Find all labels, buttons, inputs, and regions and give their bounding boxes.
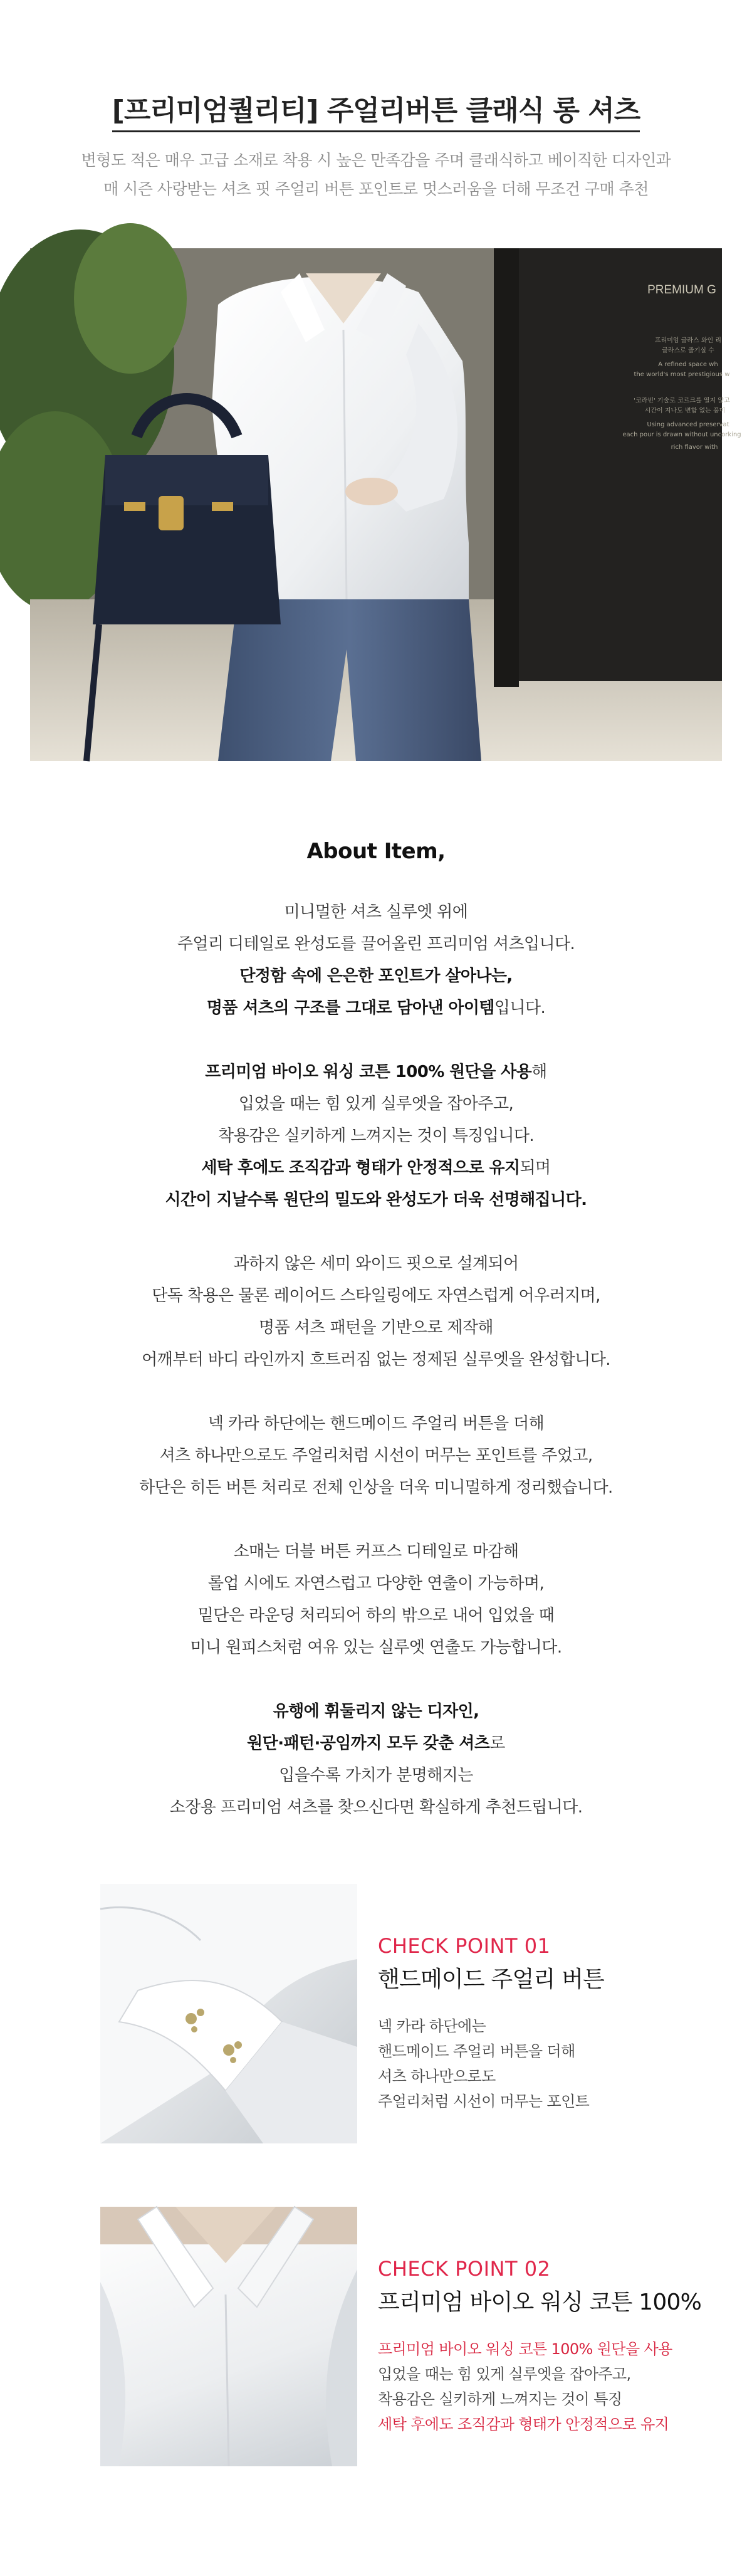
about-text: 미니멀한 셔츠 실루엣 위에 <box>284 903 468 922</box>
checkpoint-01-photo <box>100 1884 357 2143</box>
about-title: About Item, <box>306 839 446 864</box>
about-paragraph <box>0 1696 752 1824</box>
about-emphasis: 명품 셔츠의 구조를 그대로 담아낸 아이템 <box>206 999 494 1017</box>
about-text: 해 <box>531 1063 547 1081</box>
about-text: 단독 착용은 물론 레이어드 스타일링에도 자연스럽게 어우러지며, <box>152 1286 600 1305</box>
about-text: 입었을 때는 힘 있게 실루엣을 잡아주고, <box>238 1095 514 1113</box>
about-text: 넥 카라 하단에는 핸드메이드 주얼리 버튼을 더해 <box>207 1414 545 1433</box>
about-emphasis: 프리미엄 바이오 워싱 코튼 100% 원단을 사용 <box>205 1063 532 1081</box>
checkpoint-desc-line: 입었을 때는 힘 있게 실루엣을 잡아주고, <box>378 2365 631 2383</box>
sign-line: 프리미엄 글라스 와인 리 <box>654 337 722 344</box>
about-text: 소매는 더블 버튼 커프스 디테일로 마감해 <box>233 1542 519 1561</box>
about-line <box>0 928 752 960</box>
checkpoint-description <box>378 2014 604 2114</box>
sign-title: PREMIUM G <box>647 283 716 297</box>
about-line <box>0 1088 752 1120</box>
about-line <box>0 1280 752 1312</box>
sign-line: rich flavor with <box>671 444 718 451</box>
about-line <box>0 1056 752 1088</box>
product-subtitle <box>0 146 752 204</box>
checkpoint-label: CHECK POINT 02 <box>378 2257 551 2281</box>
sign-line: 글라스로 즐기실 수 <box>662 347 714 354</box>
about-text: 하단은 히든 버튼 처리로 전체 인상을 더욱 미니멀하게 정리했습니다. <box>139 1478 613 1497</box>
about-paragraph <box>0 896 752 1024</box>
jewelry-button-photo <box>100 1884 357 2143</box>
checkpoint-desc-line: 착용감은 실키하게 느껴지는 것이 특징 <box>378 2390 622 2408</box>
checkpoint-heading: 핸드메이드 주얼리 버튼 <box>378 1967 605 1992</box>
about-text: 명품 셔츠 패턴을 기반으로 제작해 <box>259 1318 493 1337</box>
about-body <box>0 896 752 1856</box>
checkpoint-heading: 프리미엄 바이오 워싱 코튼 100% <box>378 2289 702 2315</box>
about-emphasis: 단정함 속에 은은한 포인트가 살아나는, <box>239 967 513 986</box>
about-line <box>0 1472 752 1504</box>
subtitle-line: 매 시즌 사랑받는 셔츠 핏 주얼리 버튼 포인트로 멋스러움을 더해 무조건 구매 추천 <box>103 180 649 198</box>
product-title: [프리미엄퀄리티] 주얼리버튼 클래식 롱 셔츠 <box>112 88 640 132</box>
about-line <box>0 1728 752 1760</box>
checkpoint-desc-line: 넥 카라 하단에는 <box>378 2017 486 2035</box>
about-emphasis: 세탁 후에도 조직감과 형태가 안정적으로 유지 <box>201 1159 520 1177</box>
about-text: 로 <box>489 1734 505 1753</box>
about-line <box>0 960 752 992</box>
about-text: 되며 <box>520 1159 551 1177</box>
about-line <box>0 1344 752 1376</box>
about-text: 롤업 시에도 자연스럽고 다양한 연출이 가능하며, <box>207 1574 545 1593</box>
about-paragraph <box>0 1248 752 1376</box>
about-text: 미니 원피스처럼 여유 있는 실루엣 연출도 가능합니다. <box>190 1638 562 1657</box>
product-header <box>0 88 752 204</box>
about-line <box>0 1760 752 1792</box>
checkpoint-desc-line: 핸드메이드 주얼리 버튼을 더해 <box>378 2042 575 2060</box>
about-paragraph <box>0 1056 752 1216</box>
about-text: 소장용 프리미엄 셔츠를 찾으신다면 확실하게 추천드립니다. <box>169 1798 583 1817</box>
checkpoint-description <box>378 2337 701 2437</box>
about-text: 과하지 않은 세미 와이드 핏으로 설계되어 <box>233 1254 519 1273</box>
hero-photo <box>30 248 741 761</box>
about-line <box>0 896 752 928</box>
about-text: 밑단은 라운딩 처리되어 하의 밖으로 내어 입었을 때 <box>197 1606 555 1625</box>
sign-line: Using advanced preservat <box>647 421 729 428</box>
about-line <box>0 1440 752 1472</box>
about-line <box>0 1600 752 1632</box>
checkpoint-desc-line: 프리미엄 바이오 워싱 코튼 100% 원단을 사용 <box>378 2340 672 2358</box>
checkpoint-label: CHECK POINT 01 <box>378 1934 551 1958</box>
sign-line: 시간이 지나도 변함 없는 풍미 <box>644 407 726 414</box>
about-text: 입니다. <box>494 999 546 1017</box>
subtitle-line: 변형도 적은 매우 고급 소재로 착용 시 높은 만족감을 주며 클래식하고 베이직한 디자인과 <box>81 151 671 169</box>
about-line <box>0 1248 752 1280</box>
about-text: 셔츠 하나만으로도 주얼리처럼 시선이 머무는 포인트를 주었고, <box>159 1446 593 1465</box>
about-text: 어깨부터 바디 라인까지 흐트러짐 없는 정제된 실루엣을 완성합니다. <box>142 1350 610 1369</box>
about-line <box>0 992 752 1024</box>
about-line <box>0 1408 752 1440</box>
about-paragraph <box>0 1536 752 1664</box>
about-line <box>0 1568 752 1600</box>
about-line <box>0 1184 752 1216</box>
sign-line: A refined space wh <box>658 361 718 368</box>
checkpoint-desc-line: 세탁 후에도 조직감과 형태가 안정적으로 유지 <box>378 2416 669 2433</box>
about-text: 주얼리 디테일로 완성도를 끌어올린 프리미엄 셔츠입니다. <box>177 935 575 954</box>
about-line <box>0 1696 752 1728</box>
checkpoint-02-photo <box>100 2207 357 2466</box>
sign-line: each pour is drawn without uncorking <box>622 431 741 438</box>
checkpoint-02-text <box>378 2257 701 2437</box>
hero-illustration <box>30 248 741 761</box>
about-emphasis: 유행에 휘둘리지 않는 디자인, <box>273 1702 479 1721</box>
about-text: 입을수록 가치가 분명해지는 <box>279 1766 473 1785</box>
about-line <box>0 1536 752 1568</box>
sign-line: '코라빈' 기술로 코르크를 열지 않고 <box>634 397 730 404</box>
about-text: 착용감은 실키하게 느껴지는 것이 특징입니다. <box>217 1127 535 1145</box>
about-line <box>0 1152 752 1184</box>
about-line <box>0 1120 752 1152</box>
sign-line: the world's most prestigious w <box>634 371 730 378</box>
checkpoint-01-text <box>378 1934 604 2114</box>
about-emphasis: 시간이 지날수록 원단의 밀도와 완성도가 더욱 선명해집니다. <box>165 1191 587 1209</box>
checkpoint-desc-line: 셔츠 하나만으로도 <box>378 2068 496 2085</box>
about-emphasis: 원단·패턴·공임까지 모두 갖춘 셔츠 <box>247 1734 490 1753</box>
about-paragraph <box>0 1408 752 1504</box>
about-line <box>0 1792 752 1824</box>
cotton-fabric-photo <box>100 2207 357 2466</box>
about-line <box>0 1312 752 1344</box>
checkpoint-desc-line: 주얼리처럼 시선이 머무는 포인트 <box>378 2093 590 2110</box>
about-line <box>0 1632 752 1664</box>
